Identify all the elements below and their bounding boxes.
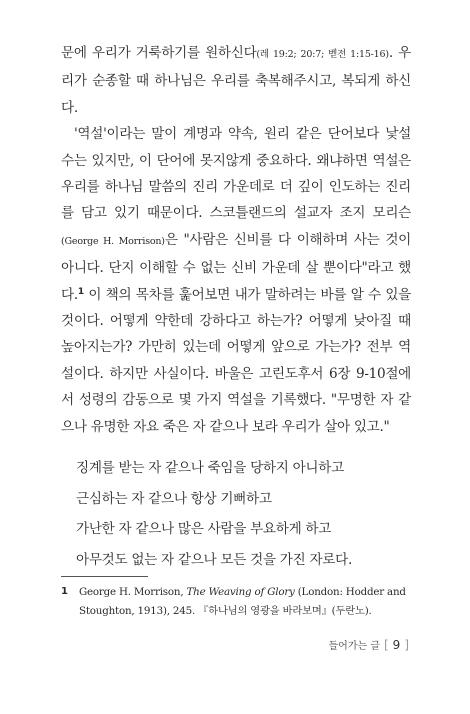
- verse-line: 가난한 자 같으나 많은 사람을 부요하게 하고: [76, 521, 332, 537]
- paragraph-2-quote: 은 "사람은 신비를 다 이해하며 사는 것이 아니다. 단지 이해할 수 없는 신비 가운데 살 뿐이다"라고 했다.: [61, 231, 411, 303]
- scripture-reference: (레 19:2; 20:7; 벧전 1:15-16): [256, 49, 389, 60]
- section-title: 들어가는 글: [328, 641, 380, 652]
- paragraph-1-text: 문에 우리가 거룩하기를 원하신다: [61, 45, 257, 61]
- name-reference: (George H. Morrison): [61, 235, 165, 247]
- footnote-marker: 1: [77, 286, 84, 297]
- footnote-book-title: The Weaving of Glory: [186, 586, 295, 598]
- paragraph-2-text-end: 이 책의 목차를 훑어보면 내가 말하려는 바를 알 수 있을 것이다. 어떻게 약한데 강하다고 하는가? 어떻게 낮아질 때 높아지는가? 가만히 있는데 어떻게 앞으로 가는가? 전부 역설이다. 하지만 사실이다. 바울은 고린도후서 6장 9-10절에서 성령의 감동으로 몇 가지 역설을 기록했다. "무명한 자 같으나 유명한 자요 죽은 자 같으나 보라 우리가 살아 있고.": [61, 286, 411, 435]
- page-number: 9: [392, 637, 401, 652]
- paragraph-2: [61, 121, 411, 440]
- folio-bracket-right: ]: [404, 637, 409, 652]
- verse-line: 아무것도 없는 자 같으나 모든 것을 가진 자로다.: [76, 551, 352, 568]
- footnote-text: [79, 583, 411, 620]
- verse-line: 근심하는 자 같으나 항상 기뻐하고: [76, 490, 272, 507]
- footnote-number: 1: [61, 586, 68, 597]
- folio-bracket-left: [: [383, 637, 389, 652]
- body-text: [61, 40, 411, 440]
- footnote-citation: (London: Hodder and Stoughton, 1913), 245. 『하나님의 영광을 바라보며』(두란노).: [79, 586, 406, 617]
- scripture-verse-block: [76, 453, 396, 575]
- paragraph-2-text: '역설'이라는 말이 계명과 약속, 원리 같은 단어보다 낯설 수는 있지만, 이 단어에 못지않게 중요하다. 왜냐하면 역설은 우리를 하나님 말씀의 진리 가운데로 더 깊이 인도하는 진리를 담고 있기 때문이다. 스코틀랜드의 설교자 조지 모리슨: [61, 126, 411, 222]
- verse-line: 징계를 받는 자 같으나 죽임을 당하지 아니하고: [76, 460, 344, 476]
- footnote-author: George H. Morrison,: [79, 586, 187, 598]
- paragraph-1-text-end: . 우리가 순종할 때 하나님은 우리를 축복해주시고, 복되게 하신다.: [61, 45, 411, 116]
- page-footer: [329, 637, 410, 652]
- paragraph-1: [61, 40, 411, 121]
- footnote-divider: [61, 576, 148, 577]
- footnote: [61, 583, 411, 620]
